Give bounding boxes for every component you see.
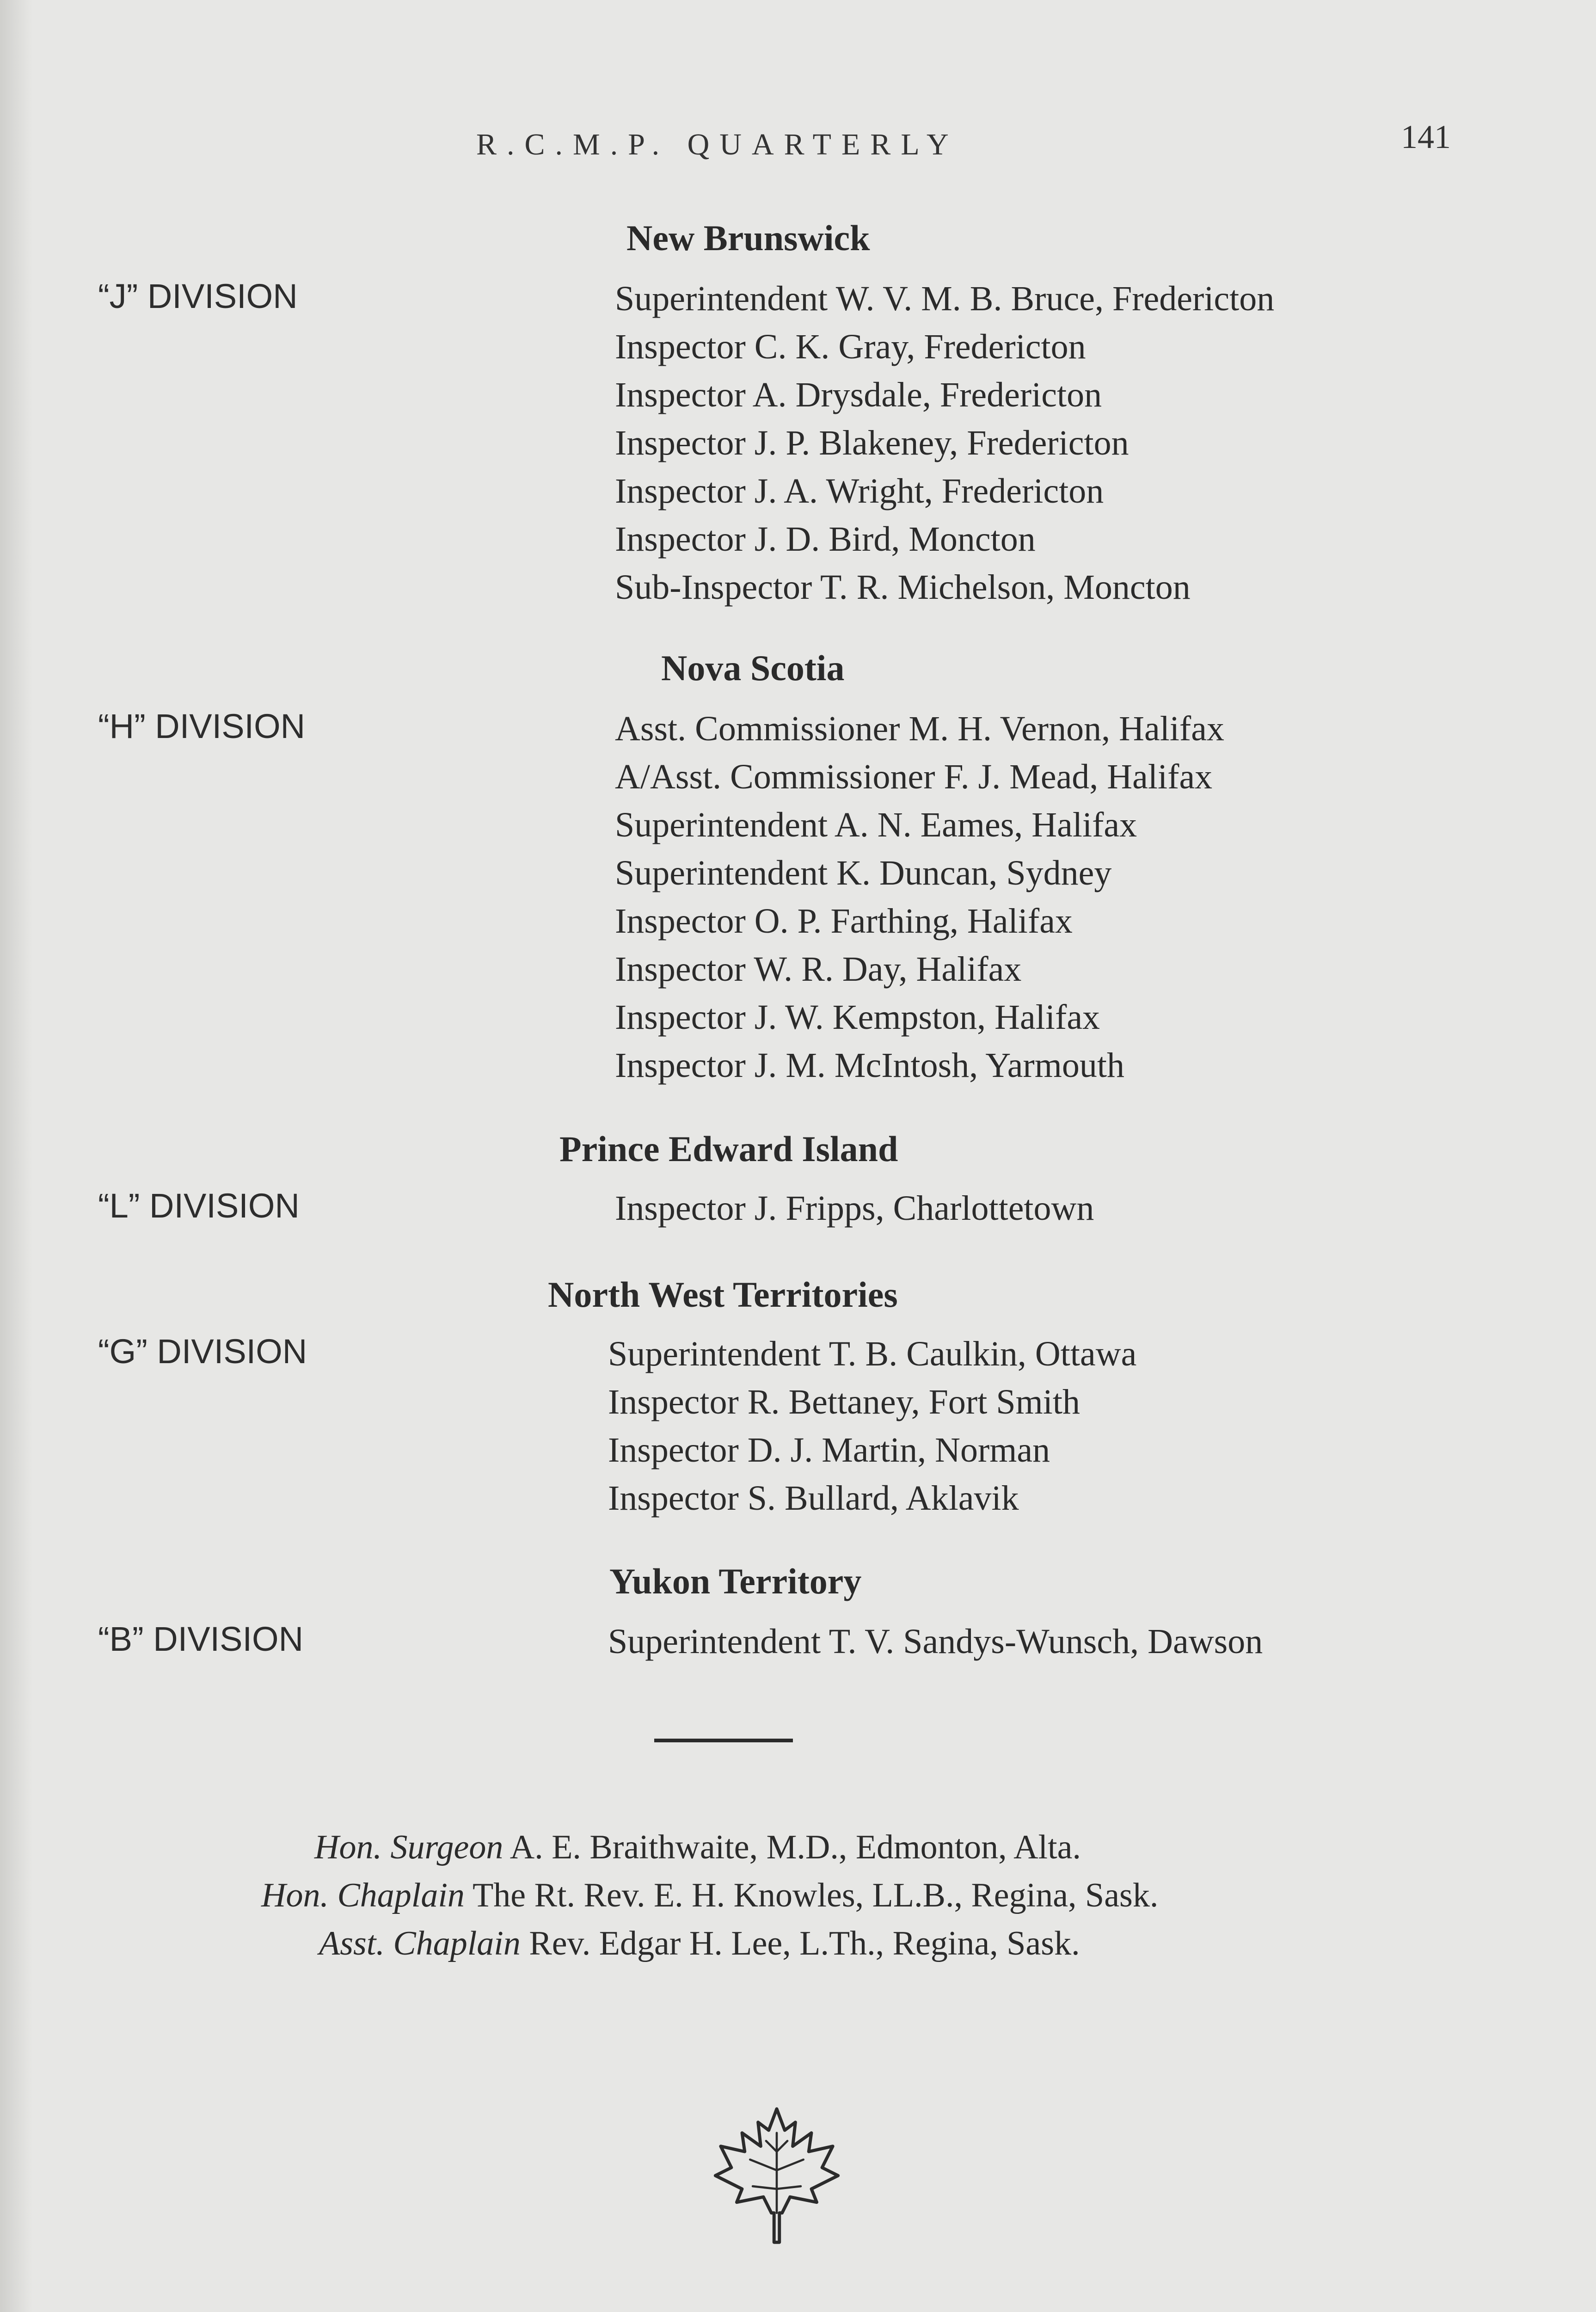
honorary-title: Asst. Chaplain [319, 1925, 521, 1962]
officer-entry: Superintendent T. B. Caulkin, Ottawa [608, 1334, 1137, 1373]
honorary-entry-asst-chaplain [319, 1919, 1080, 1968]
officer-list-prince-edward-island [615, 1184, 1094, 1232]
officer-entry: Superintendent A. N. Eames, Halifax [615, 806, 1137, 844]
section-heading-new-brunswick: New Brunswick [626, 218, 870, 258]
officer-entry: Asst. Commissioner M. H. Vernon, Halifax [615, 709, 1224, 748]
officer-entry: Superintendent W. V. M. B. Bruce, Fredericton [615, 279, 1275, 318]
officer-entry: Inspector A. Drysdale, Fredericton [615, 375, 1102, 414]
division-label-j: “J” DIVISION [98, 277, 298, 315]
officer-list-north-west-territories [608, 1330, 1136, 1522]
honorary-name: The Rt. Rev. E. H. Knowles, LL.B., Regina, Sask. [473, 1876, 1159, 1914]
officer-list-new-brunswick [615, 275, 1274, 611]
division-label-g: “G” DIVISION [98, 1332, 307, 1371]
section-heading-yukon-territory: Yukon Territory [609, 1561, 862, 1601]
officer-entry: Inspector J. Fripps, Charlottetown [615, 1189, 1094, 1228]
officer-entry: Superintendent K. Duncan, Sydney [615, 854, 1112, 892]
officer-entry: Superintendent T. V. Sandys-Wunsch, Dawson [608, 1622, 1263, 1661]
officer-entry: Inspector D. J. Martin, Norman [608, 1431, 1050, 1470]
officer-entry: Inspector S. Bullard, Aklavik [608, 1479, 1019, 1518]
officer-entry: Inspector J. D. Bird, Moncton [615, 520, 1036, 559]
section-divider-rule [654, 1739, 793, 1742]
division-label-h: “H” DIVISION [98, 707, 306, 745]
officer-entry: Sub-Inspector T. R. Michelson, Moncton [615, 568, 1191, 607]
officer-entry: Inspector J. A. Wright, Fredericton [615, 472, 1104, 510]
honorary-entry-chaplain [261, 1871, 1158, 1919]
division-label-l: “L” DIVISION [98, 1187, 300, 1225]
honorary-entry-surgeon [314, 1823, 1081, 1871]
officer-entry: Inspector R. Bettaney, Fort Smith [608, 1383, 1080, 1421]
section-heading-north-west-territories: North West Territories [548, 1274, 898, 1315]
section-heading-nova-scotia: Nova Scotia [661, 648, 845, 688]
officer-entry: Inspector J. M. McIntosh, Yarmouth [615, 1046, 1124, 1085]
officer-list-yukon-territory [608, 1617, 1263, 1666]
division-label-b: “B” DIVISION [98, 1620, 304, 1658]
honorary-title: Hon. Chaplain [261, 1876, 465, 1914]
officer-entry: Inspector J. P. Blakeney, Fredericton [615, 424, 1129, 462]
honorary-name: Rev. Edgar H. Lee, L.Th., Regina, Sask. [529, 1925, 1080, 1962]
maple-leaf-icon [710, 2106, 844, 2245]
officer-list-nova-scotia [615, 705, 1224, 1089]
running-head: R.C.M.P. QUARTERLY [476, 128, 959, 161]
honorary-title: Hon. Surgeon [314, 1828, 503, 1866]
section-heading-prince-edward-island: Prince Edward Island [559, 1129, 898, 1169]
honorary-name: A. E. Braithwaite, M.D., Edmonton, Alta. [509, 1828, 1081, 1866]
officer-entry: A/Asst. Commissioner F. J. Mead, Halifax [615, 757, 1213, 796]
page-gutter-shadow [0, 0, 32, 2312]
officer-entry: Inspector W. R. Day, Halifax [615, 950, 1022, 989]
officer-entry: Inspector C. K. Gray, Fredericton [615, 327, 1086, 366]
officer-entry: Inspector O. P. Farthing, Halifax [615, 902, 1073, 941]
page-number: 141 [1401, 118, 1451, 155]
officer-entry: Inspector J. W. Kempston, Halifax [615, 998, 1100, 1037]
